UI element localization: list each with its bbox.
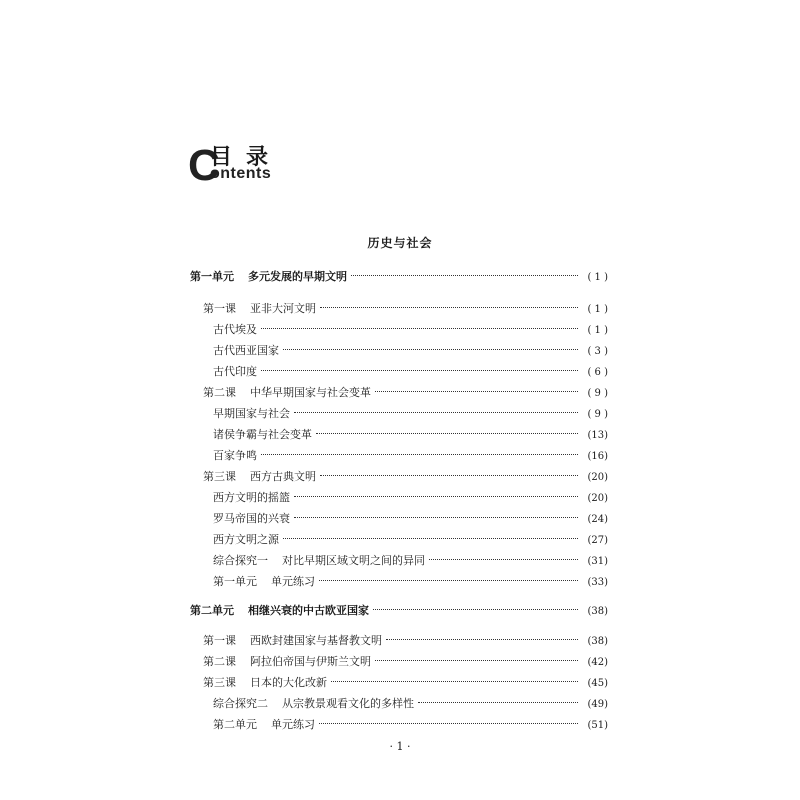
toc-entry-prefix: 第二单元 (190, 604, 234, 617)
toc-dot-leader (283, 527, 578, 543)
toc-entry-title: 百家争鸣 (213, 449, 257, 462)
toc-dot-leader (418, 691, 578, 707)
toc-entry-title: 多元发展的早期文明 (248, 270, 347, 283)
toc-entry-label (203, 301, 320, 317)
toc-entry-prefix: 第一单元 (190, 270, 234, 283)
toc-entry-prefix: 第一课 (203, 302, 236, 315)
toc-topic-row[interactable] (213, 548, 608, 567)
toc-entry-title: 西欧封建国家与基督教文明 (250, 634, 382, 647)
toc-entry-prefix: 第三课 (203, 676, 236, 689)
toc-dot-leader (261, 359, 578, 375)
toc-page-number: (16) (587, 451, 608, 462)
toc-page-number: (45) (587, 678, 608, 689)
toc-entry-label (213, 343, 283, 359)
toc-entry-prefix: 综合探究二 (213, 697, 268, 710)
toc-entry-title: 古代印度 (213, 365, 257, 378)
toc-entry-label (213, 553, 429, 569)
toc-page-number: ( 9 ) (587, 388, 608, 399)
toc-entry-label (203, 469, 320, 485)
toc-page-number: (20) (587, 472, 608, 483)
toc-page-number: (27) (587, 535, 608, 546)
toc-entry-prefix: 第二课 (203, 655, 236, 668)
toc-entry-title: 亚非大河文明 (250, 302, 316, 315)
toc-page-number: ( 3 ) (587, 346, 608, 357)
toc-dot-leader (294, 485, 578, 501)
toc-dot-leader (283, 338, 578, 354)
page-number-footer: · 1 · (389, 740, 411, 753)
toc-entry-label (213, 490, 294, 506)
toc-entry-label (213, 406, 294, 422)
toc-entry-title: 诸侯争霸与社会变革 (213, 428, 312, 441)
toc-entry-prefix: 综合探究一 (213, 554, 268, 567)
toc-lesson-row[interactable] (203, 649, 608, 668)
toc-page-number: ( 1 ) (587, 325, 608, 336)
toc-entry-prefix: 第二单元 (213, 718, 257, 731)
toc-entry-title: 日本的大化改新 (250, 676, 327, 689)
toc-topic-row[interactable] (213, 712, 608, 731)
toc-entry-label (213, 322, 261, 338)
toc-entry-title: 单元练习 (271, 575, 315, 588)
toc-topic-row[interactable] (213, 569, 608, 588)
toc-dot-leader (386, 628, 578, 644)
toc-topic-row[interactable] (213, 422, 608, 441)
toc-dot-leader (375, 380, 578, 396)
toc-entry-title: 罗马帝国的兴衰 (213, 512, 290, 525)
toc-dot-leader (261, 443, 578, 459)
toc-dot-leader (351, 264, 578, 280)
toc-entry-title: 西方文明之源 (213, 533, 279, 546)
toc-entry-label (203, 633, 386, 649)
contents-big-letter: C (188, 141, 220, 190)
toc-dot-leader (320, 464, 578, 480)
toc-topic-row[interactable] (213, 485, 608, 504)
toc-page-number: (33) (587, 577, 608, 588)
toc-dot-leader (319, 569, 578, 585)
toc-dot-leader (375, 649, 578, 665)
toc-entry-title: 西方文明的摇篮 (213, 491, 290, 504)
toc-topic-row[interactable] (213, 401, 608, 420)
toc-page-number: (49) (587, 699, 608, 710)
toc-entry-title: 单元练习 (271, 718, 315, 731)
toc-entry-title: 相继兴衰的中古欧亚国家 (248, 604, 369, 617)
toc-entry-label (190, 603, 373, 619)
toc-page-number: (42) (587, 657, 608, 668)
toc-lesson-row[interactable] (203, 296, 608, 315)
toc-dot-leader (316, 422, 578, 438)
toc-entry-prefix: 第一课 (203, 634, 236, 647)
toc-entry-prefix: 第三课 (203, 470, 236, 483)
toc-entry-label (203, 675, 331, 691)
toc-entry-label (213, 364, 261, 380)
section-title: 历史与社会 (367, 236, 433, 250)
toc-entry-title: 对比早期区域文明之间的异同 (282, 554, 425, 567)
toc-lesson-row[interactable] (203, 628, 608, 647)
toc-topic-row[interactable] (213, 338, 608, 357)
toc-dot-leader (261, 317, 578, 333)
toc-dot-leader (373, 598, 578, 614)
toc-topic-row[interactable] (213, 506, 608, 525)
toc-page-number: (38) (587, 606, 608, 617)
toc-entry-title: 西方古典文明 (250, 470, 316, 483)
toc-topic-row[interactable] (213, 443, 608, 462)
toc-dot-leader (429, 548, 578, 564)
toc-dot-leader (319, 712, 578, 728)
toc-topic-row[interactable] (213, 359, 608, 378)
toc-page-number: (24) (587, 514, 608, 525)
toc-page-number: ( 1 ) (587, 272, 608, 283)
toc-dot-leader (294, 506, 578, 522)
toc-entry-prefix: 第二课 (203, 386, 236, 399)
toc-page-number: (51) (587, 720, 608, 731)
contents-cn-title: 目录 (210, 145, 283, 170)
toc-lesson-row[interactable] (203, 464, 608, 483)
toc-page-number: (38) (587, 636, 608, 647)
toc-dot-leader (331, 670, 578, 686)
toc-entry-label (213, 511, 294, 527)
toc-entry-label (213, 717, 319, 733)
toc-page-number: (13) (587, 430, 608, 441)
toc-entry-label (213, 696, 418, 712)
toc-entry-title: 阿拉伯帝国与伊斯兰文明 (250, 655, 371, 668)
toc-page-number: (31) (587, 556, 608, 567)
toc-entry-title: 古代埃及 (213, 323, 257, 336)
toc-entry-prefix: 第一单元 (213, 575, 257, 588)
toc-entry-label (213, 574, 319, 590)
toc-page-number: ( 6 ) (587, 367, 608, 378)
toc-topic-row[interactable] (213, 527, 608, 546)
toc-page-number: (20) (587, 493, 608, 504)
toc-lesson-row[interactable] (203, 670, 608, 689)
toc-entry-title: 早期国家与社会 (213, 407, 290, 420)
toc-entry-title: 中华早期国家与社会变革 (250, 386, 371, 399)
toc-lesson-row[interactable] (203, 380, 608, 399)
toc-page-number: ( 1 ) (587, 304, 608, 315)
toc-dot-leader (294, 401, 578, 417)
toc-topic-row[interactable] (213, 317, 608, 336)
toc-entry-label (203, 385, 375, 401)
toc-entry-label (190, 269, 351, 285)
toc-entry-label (213, 448, 261, 464)
toc-unit-row[interactable] (190, 264, 608, 283)
toc-entry-label (213, 532, 283, 548)
toc-dot-leader (320, 296, 578, 312)
toc-entry-title: 从宗教景观看文化的多样性 (282, 697, 414, 710)
toc-entry-title: 古代西亚国家 (213, 344, 279, 357)
toc-page-number: ( 9 ) (587, 409, 608, 420)
toc-entry-label (213, 427, 316, 443)
toc-topic-row[interactable] (213, 691, 608, 710)
contents-en-title: ontents (210, 165, 272, 182)
toc-unit-row[interactable] (190, 598, 608, 617)
toc-entry-label (203, 654, 375, 670)
